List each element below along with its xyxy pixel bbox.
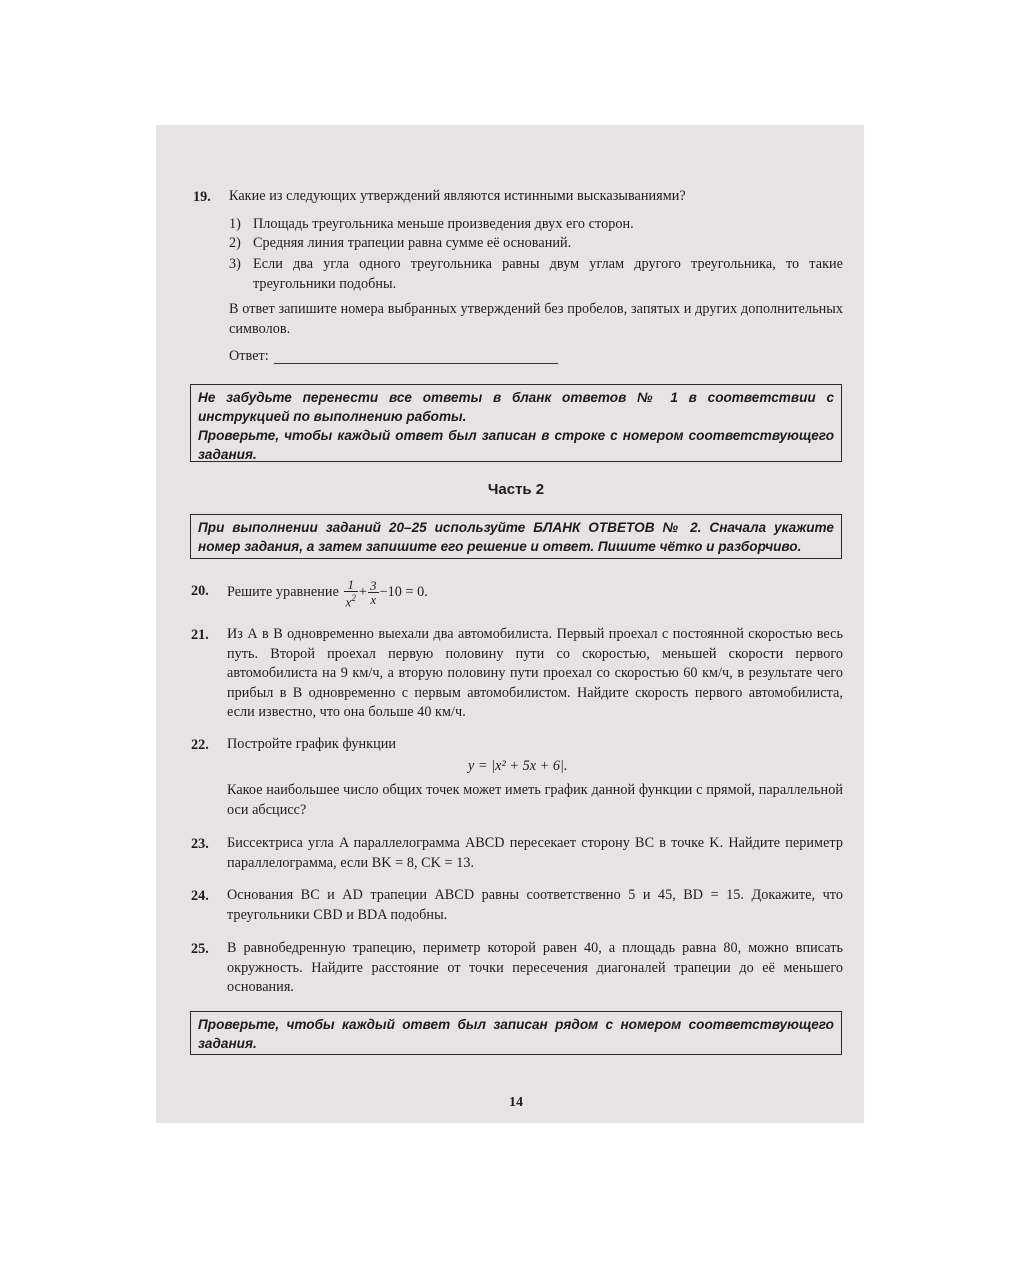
q19-option-3-num: 3)	[229, 256, 241, 272]
q19-option-3: Если два угла одного треугольника равны двум углам другого треугольника, то такие треугольники подобны.	[253, 256, 843, 292]
q19-option-2: Средняя линия трапеции равна сумме её оснований.	[253, 235, 572, 251]
q23-text: Биссектриса угла A параллелограмма ABCD пересекает сторону BC в точке K. Найдите периметр параллелограмма, если BK = 8, CK = 13.	[227, 835, 843, 871]
q19-instruction: В ответ запишите номера выбранных утверждений без пробелов, запятых и других дополнительных символов.	[229, 301, 843, 337]
q23-number: 23.	[191, 836, 209, 852]
q20-number: 20.	[191, 583, 209, 599]
q21-number: 21.	[191, 627, 209, 643]
exam-page	[156, 125, 864, 1123]
q25-text: В равнобедренную трапецию, периметр которой равен 40, а площадь равна 80, можно вписать окружность. Найдите расстояние от точки пересечения диагоналей трапеции до её меньшего основания.	[227, 940, 843, 995]
q24-text: Основания BC и AD трапеции ABCD равны соответственно 5 и 45, BD = 15. Докажите, что треугольники CBD и BDA подобны.	[227, 887, 843, 923]
q19-answer-label: Ответ:	[229, 348, 269, 364]
q22-number: 22.	[191, 737, 209, 753]
q19-option-1-num: 1)	[229, 216, 241, 232]
q22-text: Постройте график функции	[227, 736, 397, 752]
q20-equation-tail: −10 = 0.	[379, 584, 428, 600]
q20-content: Решите уравнение $\frac{1}{x^2}$ + $\frac{3}{x}$ −10 = 0.	[227, 576, 428, 609]
q20-fraction-1: $\frac{1}{x^2}$	[345, 576, 356, 609]
q22-formula: y = |x² + 5x + 6|.	[468, 758, 568, 774]
q20-text: Решите уравнение	[227, 584, 339, 600]
part2-title: Часть 2	[487, 481, 545, 498]
q20-fraction-2: $\frac{3}{x}$	[369, 578, 377, 608]
q21-text: Из А в В одновременно выехали два автомобилиста. Первый проехал с постоянной скоростью весь путь. Второй проехал первую половину пути со скоростью, меньшей скорости первого автомобилиста на 9 км/ч, а вторую половину пути проехал со скоростью 60 км/ч, в результате чего прибыл в В одновременно с первым автомобилистом. Найдите скорость первого автомобилиста, если известно, что она больше 40 км/ч.	[227, 626, 843, 720]
q19-answer-field[interactable]	[274, 363, 558, 364]
final-notice-box	[190, 1011, 842, 1055]
notice-check-answers: Проверьте, чтобы каждый ответ был записан в строке с номером соответствующего задания.	[198, 428, 834, 462]
q19-question: Какие из следующих утверждений являются истинными высказываниями?	[229, 188, 686, 204]
q24-number: 24.	[191, 888, 209, 904]
notice-transfer-answers: Не забудьте перенести все ответы в бланк ответов № 1 в соответствии с инструкцией по выполнению работы.	[198, 390, 834, 424]
notice-box-answers	[190, 384, 842, 462]
part2-notice-box	[190, 514, 842, 559]
q25-number: 25.	[191, 941, 209, 957]
q19-number: 19.	[193, 189, 211, 205]
q19-option-1: Площадь треугольника меньше произведения двух его сторон.	[253, 216, 634, 232]
q22-question: Какое наибольшее число общих точек может иметь график данной функции с прямой, параллельной оси абсцисс?	[227, 782, 843, 818]
final-notice-text: Проверьте, чтобы каждый ответ был записан рядом с номером соответствующего задания.	[198, 1017, 834, 1051]
page-number: 14	[509, 1095, 523, 1110]
part2-notice-text: При выполнении заданий 20–25 используйте БЛАНК ОТВЕТОВ № 2. Сначала укажите номер задания, а затем запишите его решение и ответ. Пишите чётко и разборчиво.	[198, 520, 834, 554]
q19-option-2-num: 2)	[229, 235, 241, 251]
